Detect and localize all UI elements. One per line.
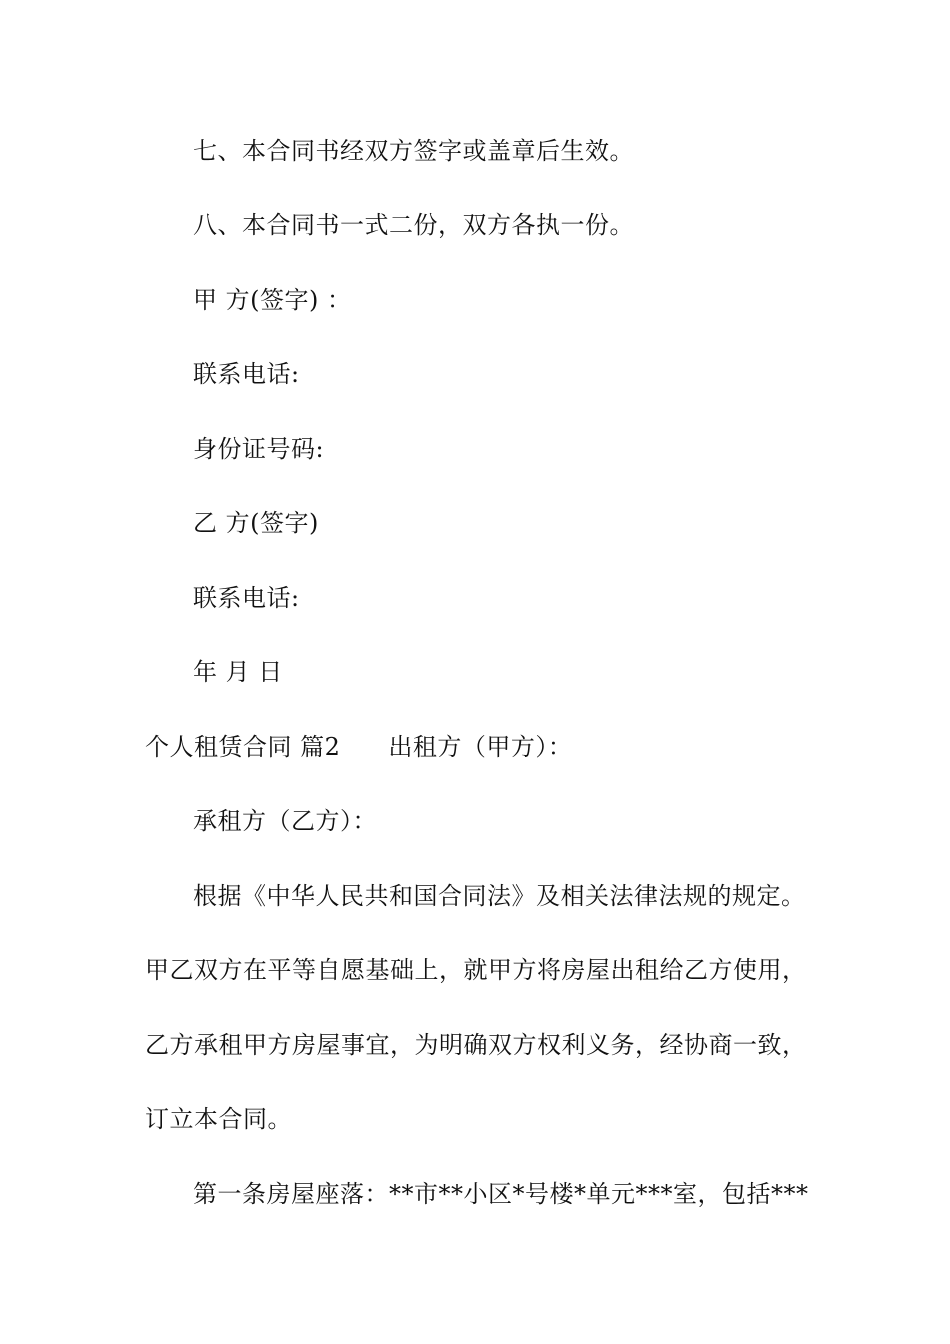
paragraph-line: 订立本合同。 — [145, 1105, 292, 1133]
paragraph-line: 根据《中华人民共和国合同法》及相关法律法规的规定。 — [193, 882, 806, 910]
lessor-label: 出租方（甲方）： — [388, 733, 573, 761]
section-title: 个人租赁合同 篇2 — [145, 733, 341, 761]
lessee-label: 承租方（乙方）： — [193, 807, 377, 835]
party-a-id-label: 身份证号码: — [193, 435, 325, 463]
clause-seven: 七、本合同书经双方签字或盖章后生效。 — [193, 137, 634, 165]
party-b-phone-label: 联系电话: — [193, 584, 300, 612]
party-a-signature-label: 甲 方(签字) ： — [193, 286, 352, 314]
paragraph-line: 甲乙双方在平等自愿基础上，就甲方将房屋出租给乙方使用， — [145, 956, 807, 984]
section-heading-line — [145, 732, 572, 762]
date-label: 年 月 日 — [193, 658, 283, 686]
clause-eight: 八、本合同书一式二份，双方各执一份。 — [193, 211, 634, 239]
article-one-line: 第一条房屋座落：**市**小区*号楼*单元***室，包括*** — [193, 1180, 809, 1208]
party-b-signature-label: 乙 方(签字) — [193, 509, 319, 537]
party-a-phone-label: 联系电话: — [193, 360, 300, 388]
paragraph-line: 乙方承租甲方房屋事宜，为明确双方权利义务，经协商一致， — [145, 1031, 807, 1059]
